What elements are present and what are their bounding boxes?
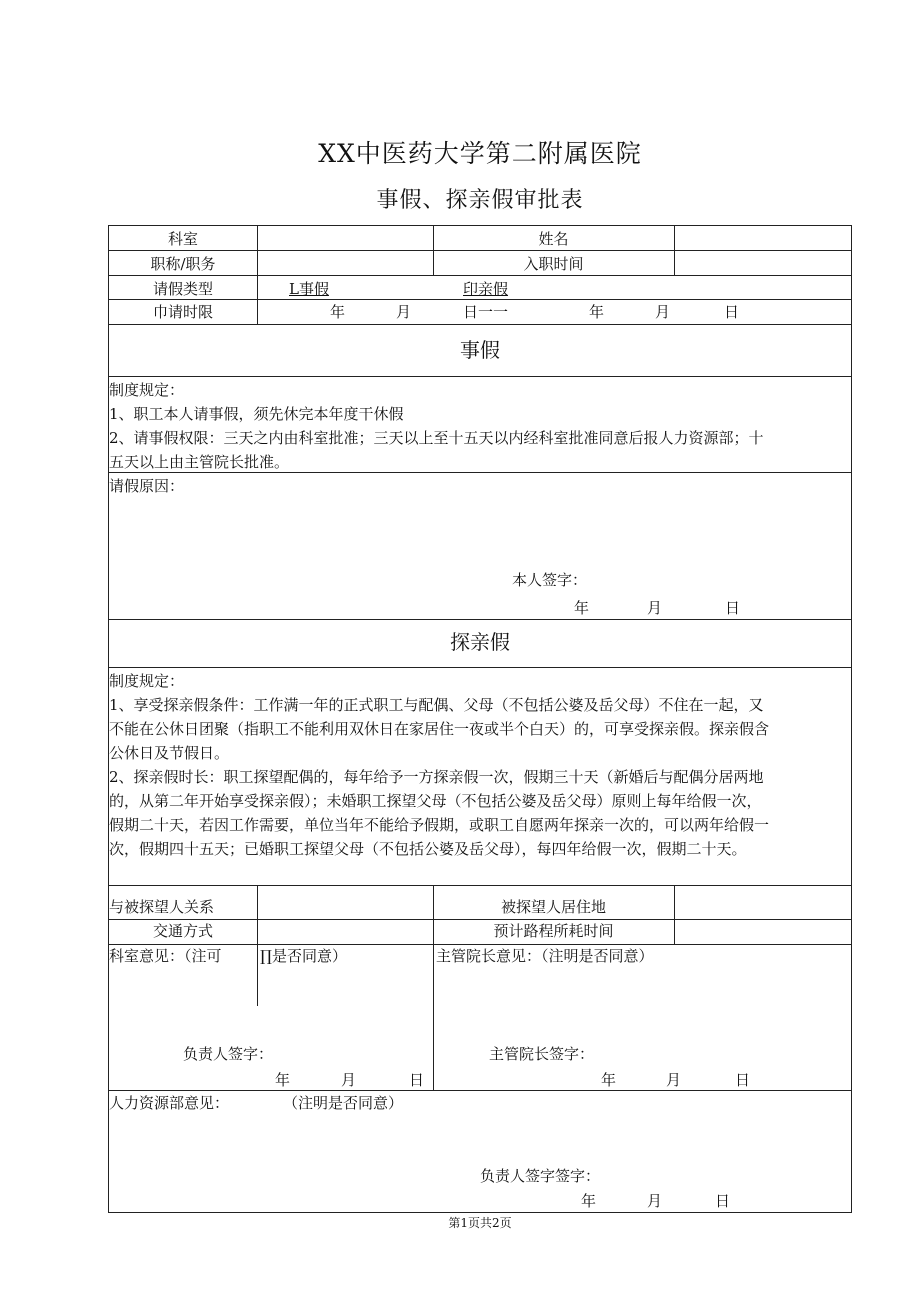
row-divider [109,944,851,945]
director-signature-label: 主管院长签字： [489,1045,595,1063]
personal-leave-rules [109,378,851,474]
hr-opinion-label: 人力资源部意见： [109,1094,230,1112]
dept-sign-day: 日 [409,1071,425,1089]
row-divider [109,324,851,325]
applicant-signature-label: 本人签字： [512,571,588,589]
rule-text: 假期二十天，若因工作需要，单位当年不能给予假期，或职工自愿两年探亲一次的，可以两年给假一 [109,816,770,834]
dept-label: 科室 [167,230,198,248]
director-sign-month: 月 [666,1071,682,1089]
row-divider [109,376,851,377]
rule-text: 五天以上由主管院长批准。 [109,453,290,471]
period-day-2: 日 [724,303,740,321]
dept-opinion-note: ∏是否同意） [260,947,347,965]
transport-label: 交通方式 [152,922,213,940]
page-number: 第1页共2页 [448,1216,512,1230]
row-divider [109,885,851,886]
hr-opinion-note: （注明是否同意） [283,1094,404,1112]
position-label: 职称/职务 [150,255,216,273]
rules-title: 制度规定： [109,672,185,690]
col-divider [674,226,675,275]
row-divider [109,919,851,920]
reason-label: 请假原因： [109,477,185,495]
hr-sign-year: 年 [581,1192,597,1210]
period-year-2: 年 [589,303,605,321]
rules-title: 制度规定： [109,381,185,399]
approval-form [108,225,852,1213]
row-divider [109,619,851,620]
travel-time-label: 预计路程所耗时间 [493,922,614,940]
personal-leave-heading: 事假 [460,338,500,362]
dept-head-signature-label: 负责人签字： [183,1045,274,1063]
dept-sign-month: 月 [341,1071,357,1089]
col-divider [433,944,434,1090]
period-month-2: 月 [655,303,671,321]
rule-text: 2、探亲假时长：职工探望配偶的，每年给予一方探亲假一次，假期三十天（新婚后与配偶分居两地 [109,768,764,786]
row-divider [109,667,851,668]
family-leave-heading: 探亲假 [450,630,510,654]
hr-sign-month: 月 [647,1192,663,1210]
leave-type-label: 请假类型 [152,280,213,298]
rule-text: 的，从第二年开始享受探亲假）；未婚职工探望父母（不包括公婆及岳父母）原则上每年给假一次， [109,792,762,810]
period-year-1: 年 [330,303,346,321]
dept-opinion-label: 科室意见：（注可 [109,947,222,965]
row-divider [109,1090,851,1091]
hospital-title: XX中医药大学第二附属医院 [318,139,642,168]
director-opinion-label: 主管院长意见：（注明是否同意） [436,947,654,965]
residence-label: 被探望人居住地 [500,898,606,916]
name-label: 姓名 [538,230,569,248]
hr-sign-day: 日 [715,1192,731,1210]
hr-signature-label: 负责人签字签字： [480,1167,601,1185]
form-title: 事假、探亲假审批表 [376,188,584,213]
row-divider [109,250,851,251]
col-divider [674,885,675,944]
director-sign-year: 年 [601,1071,617,1089]
period-month-1: 月 [396,303,412,321]
relation-label: 与被探望人关系 [109,898,215,916]
director-sign-day: 日 [735,1071,751,1089]
leave-type-personal[interactable]: L事假 [289,280,329,298]
rule-text: 公休日及节假日。 [109,744,230,762]
col-divider [257,226,258,275]
col-divider [257,944,258,1006]
family-leave-rules [109,669,851,861]
period-label: 巾请时限 [152,303,213,321]
rule-text: 不能在公休日团聚（指职工不能利用双休日在家居住一夜或半个白天）的，可享受探亲假。探亲假含 [109,720,770,738]
hire-date-label: 入职时间 [523,255,584,273]
dept-sign-year: 年 [275,1071,291,1089]
sign-day: 日 [725,599,741,617]
rule-text: 次，假期四十五天；已婚职工探望父母（不包括公婆及岳父母），每四年给假一次，假期二十天。 [109,840,747,858]
rule-text: 1、职工本人请事假，须先休完本年度干休假 [109,405,404,423]
rule-text: 2、请事假权限：三天之内由科室批准；三天以上至十五天以内经科室批准同意后报人力资源部；十 [109,429,764,447]
rule-text: 1、享受探亲假条件：工作满一年的正式职工与配偶、父母（不包括公婆及岳父母）不住在一起，又 [109,696,764,714]
col-divider [257,885,258,944]
sign-month: 月 [647,599,663,617]
row-divider [109,299,851,300]
sign-year: 年 [574,599,590,617]
leave-type-family[interactable]: 印亲假 [463,280,509,298]
row-divider [109,275,851,276]
period-day-1: 日一一 [463,303,509,321]
col-divider [257,275,258,324]
